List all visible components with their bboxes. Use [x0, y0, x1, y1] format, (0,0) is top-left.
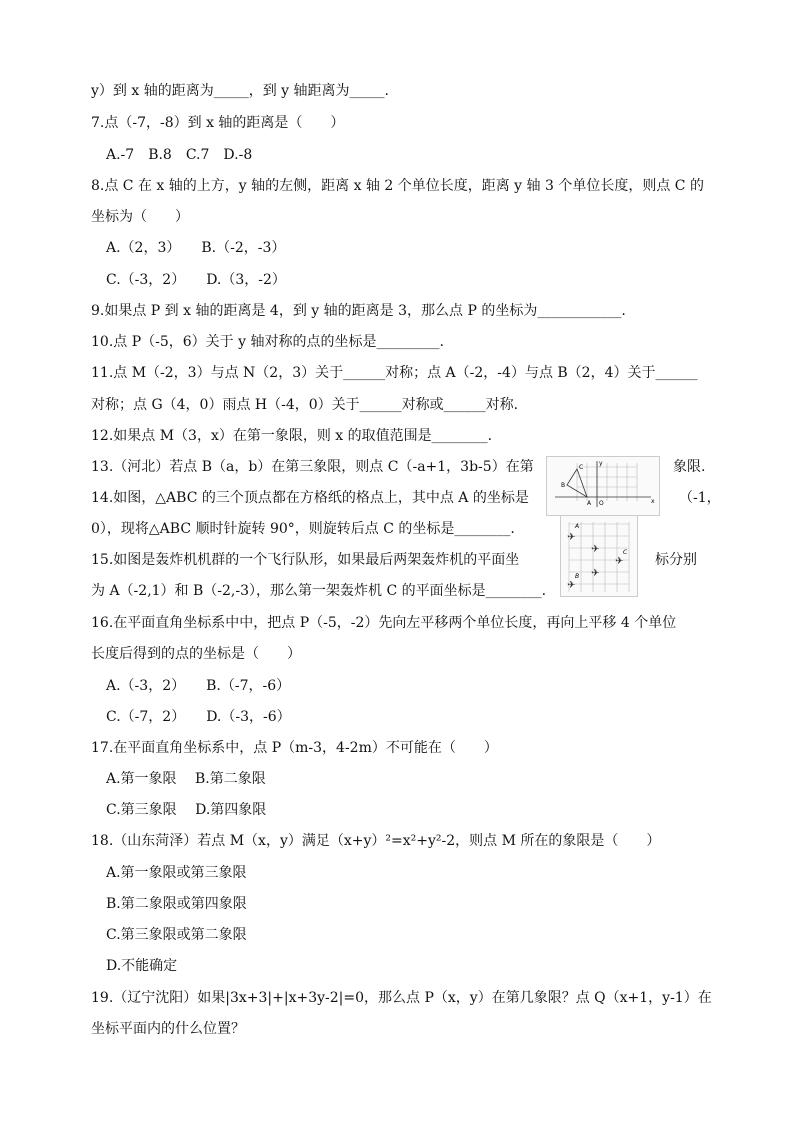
question-11-cont: 对称；点 G（4，0）雨点 H（-4，0）关于______对称或______对称.: [91, 397, 519, 413]
fig2-label-a: A: [575, 523, 580, 530]
question-19: 19.（辽宁沈阳）如果|3x+3|+|x+3y-2|=0，那么点 P（x，y）在第几象限？点 Q（x+1，y-1）在: [91, 990, 712, 1006]
bomber-formation-graphic: [561, 516, 637, 596]
grid-triangle-graphic: [547, 457, 659, 515]
grid-triangle-figure: [546, 456, 660, 516]
options-16-ab: A.（-3，2） B.（-7，-6）: [106, 678, 291, 694]
text-line: y）到 x 轴的距离为_____，到 y 轴距离为_____.: [91, 83, 389, 99]
question-9: 9.如果点 P 到 x 轴的距离是 4，到 y 轴的距离是 3，那么点 P 的坐标为____________.: [91, 303, 626, 319]
option-18-b: B.第二象限或第四象限: [106, 896, 247, 912]
question-11: 11.点 M（-2，3）与点 N（2，3）关于______对称；点 A（-2，-4）与点 B（2，4）关于______: [91, 365, 698, 381]
question-12: 12.如果点 M（3，x）在第一象限，则 x 的取值范围是________.: [91, 428, 493, 444]
options-17-ab: A.第一象限 B.第二象限: [106, 771, 266, 787]
bomber-formation-figure: [560, 515, 638, 597]
question-14: 14.如图，△ABC 的三个顶点都在方格纸的格点上，其中点 A 的坐标是: [91, 490, 529, 506]
options-7: A.-7 B.8 C.7 D.-8: [106, 147, 253, 163]
options-16-cd: C.（-7，2） D.（-3，-6）: [106, 709, 291, 725]
question-17: 17.在平面直角坐标系中，点 P（m-3，4-2m）不可能在（ ）: [91, 740, 498, 756]
question-15-cont: 为 A（-2,1）和 B（-2,-3），那么第一架轰炸机 C 的平面坐标是________.: [91, 583, 547, 599]
fig1-label-a: A: [587, 500, 592, 507]
question-7: 7.点（-7，-8）到 x 轴的距离是（ ）: [91, 115, 345, 131]
question-15: 15.如图是轰炸机机群的一个飞行队形，如果最后两架轰炸机的平面坐: [91, 552, 520, 568]
options-8-cd: C.（-3，2） D.（3，-2）: [106, 272, 286, 288]
plane-icon: ✈: [567, 580, 576, 591]
fig1-label-c: C: [579, 464, 584, 471]
fig1-label-x: x: [651, 498, 655, 505]
options-17-cd: C.第三象限 D.第四象限: [106, 802, 267, 818]
plane-icon: ✈: [591, 544, 600, 555]
question-8: 8.点 C 在 x 轴的上方，y 轴的左侧，距离 x 轴 2 个单位长度，距离 y 轴 3 个单位长度，则点 C 的: [91, 178, 704, 194]
question-8-cont: 坐标为（ ）: [91, 209, 189, 225]
question-18: 18.（山东菏泽）若点 M（x，y）满足（x+y）²=x²+y²-2，则点 M 所在的象限是（ ）: [91, 833, 661, 849]
plane-icon: ✈: [567, 532, 576, 543]
question-14-cont: 0），现将△ABC 顺时针旋转 90°，则旋转后点 C 的坐标是________.: [91, 521, 515, 537]
question-13: 13.（河北）若点 B（a，b）在第三象限，则点 C（-a+1，3b-5）在第: [91, 459, 534, 475]
question-16: 16.在平面直角坐标系中中，把点 P（-5，-2）先向左平移两个单位长度，再向上平移 4 个单位: [91, 615, 677, 631]
option-18-a: A.第一象限或第三象限: [106, 865, 247, 881]
question-19-cont: 坐标平面内的什么位置？: [91, 1021, 245, 1037]
plane-icon: ✈: [591, 568, 600, 579]
fig2-label-c: C: [623, 549, 628, 556]
question-10: 10.点 P（-5，6）关于 y 轴对称的点的坐标是_________.: [91, 334, 444, 350]
options-8-ab: A.（2，3） B.（-2，-3）: [106, 240, 286, 256]
question-14-end: （-1，: [679, 490, 721, 506]
option-18-c: C.第三象限或第二象限: [106, 927, 247, 943]
fig1-label-o: O: [599, 500, 604, 507]
fig1-label-y: y: [599, 460, 603, 467]
plane-icon: ✈: [615, 556, 624, 567]
question-13-end: 象限.: [673, 459, 706, 475]
fig2-label-b: B: [575, 573, 580, 580]
question-16-cont: 长度后得到的点的坐标是（ ）: [91, 646, 301, 662]
question-15-end: 标分别: [655, 552, 697, 568]
option-18-d: D.不能确定: [106, 958, 178, 974]
fig1-label-b: B: [561, 482, 566, 489]
